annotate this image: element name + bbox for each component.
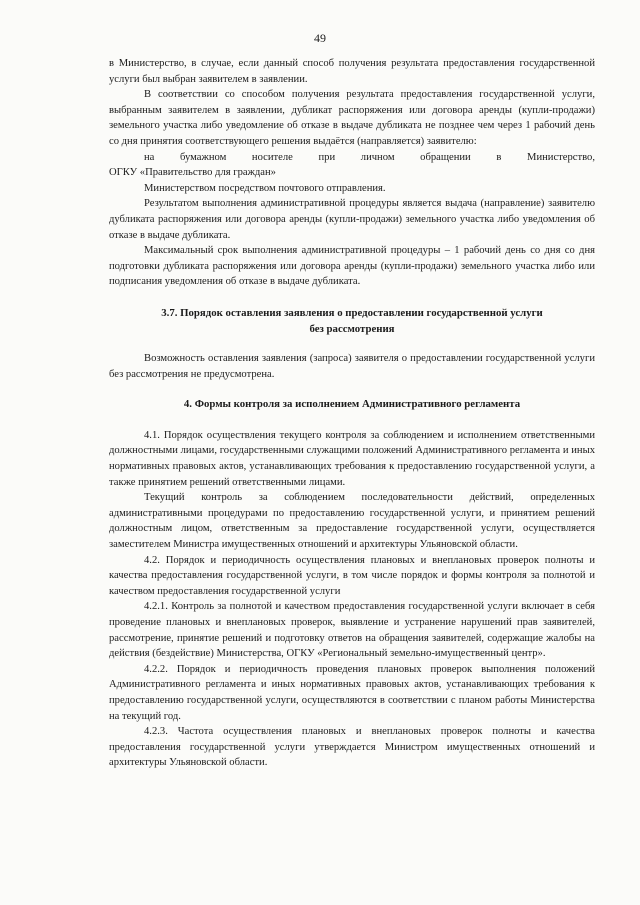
paragraph-4-2-3: 4.2.3. Частота осуществления плановых и внеплановых проверок полноты и качества предоставления государственной услуги утверждается Министром имущественных отношений и архитектуры Ульяновской области. [109,726,595,769]
heading-section-4: 4. Формы контроля за исполнением Административного регламента [183,398,521,411]
heading-3-7-line-2: без рассмотрения [309,322,395,335]
paragraph-result: Результатом выполнения административной процедуры является выдача (направление) заявителю дубликата распоряжения или договора аренды (купли-продажи) земельного участка либо уведомления об отказе в выдаче дубликата. [109,198,595,241]
paragraph-4-1: 4.1. Порядок осуществления текущего контроля за соблюдением и исполнением ответственными должностными лицами, государственными служащими положений Административного регламента и иных нормативных правовых актов, устанавливающих требования к предоставлению государственной услуги, а также принятием решений ответственными лицами. [109,429,595,488]
page-number: 49 [314,31,326,45]
heading-3-7-line-1: 3.7. Порядок оставления заявления о предоставлении государственной услуги [161,306,543,319]
paragraph-paper-carrier: на бумажном носителе при личном обращении в Министерство, [144,151,595,163]
paragraph-delivery-method: В соответствии со способом получения результата предоставления государственной услуги, выбранным заявителем в заявлении, дубликат распоряжения или договора аренды (купли-продажи) земельного участка либо уведомление об отказе в выдаче дубликата не позднее чем через 1 рабочий день со дня принятия соответствующего решения выдаётся (направляется) заявителю: [109,89,595,147]
paragraph-max-term: Максимальный срок выполнения административной процедуры – 1 рабочий день со дня со дня подготовки дубликата распоряжения или договора аренды (купли-продажи) земельного участка либо или подписания уведомления об отказе в выдаче дубликата. [109,245,595,288]
paragraph-postal: Министерством посредством почтового отправления. [144,182,386,194]
paragraph-ogku-government: ОГКУ «Правительство для граждан» [109,167,276,179]
paragraph-no-leave: Возможность оставления заявления (запроса) заявителя о предоставлении государственной услуги без рассмотрения не предусмотрена. [109,353,595,380]
paragraph-4-2: 4.2. Порядок и периодичность осуществления плановых и внеплановых проверок полноты и качества предоставления государственной услуги, в том числе порядок и формы контроля за полнотой и качеством предоставления государственной услуги [109,554,595,597]
paragraph-current-control: Текущий контроль за соблюдением последовательности действий, определенных административными процедурами по предоставлению государственной услуги, и принятием решений должностным лицом, ответственным за предоставление государственной услуги, осуществляется заместителем Министра имущественных отношений и архитектуры Ульяновской области. [109,492,595,551]
paragraph-4-2-1: 4.2.1. Контроль за полнотой и качеством предоставления государственной услуги включает в себя проведение плановых и внеплановых проверок, выявление и устранение нарушений прав заявителей, рассмотрение, принятие решений и подготовку ответов на обращения заявителей, содержащие жалобы на действия (бездействие) Министерства, ОГКУ «Региональный земельно-имущественный центр». [109,601,595,660]
paragraph-delivery-ministry: в Министерство, в случае, если данный способ получения результата предоставления государственной услуги был выбран заявителем в заявлении. [109,58,595,85]
page-body [109,56,595,771]
paragraph-4-2-2: 4.2.2. Порядок и периодичность проведения плановых проверок выполнения положений Административного регламента и иных нормативных правовых актов, устанавливающих требования к предоставлению государственной услуги, осуществляются в соответствии с планом работы Министерства на текущий год. [109,663,595,722]
